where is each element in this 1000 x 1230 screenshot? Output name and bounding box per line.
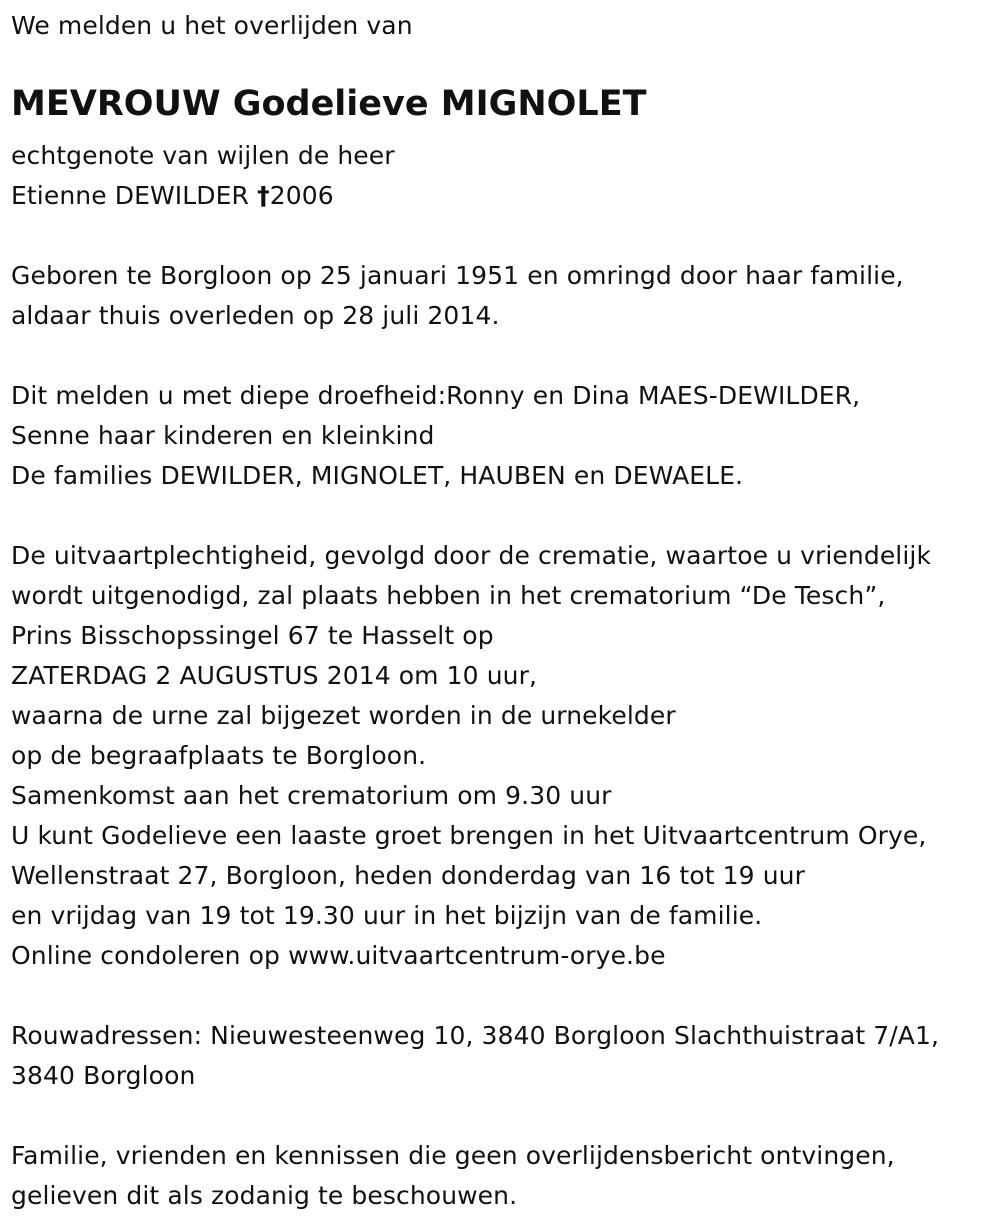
ceremony-line: en vrijdag van 19 tot 19.30 uur in het bijzijn van de familie.	[11, 901, 763, 930]
deceased-name: MEVROUW Godelieve MIGNOLET	[11, 84, 647, 124]
spouse-death-year: 2006	[269, 181, 334, 210]
spouse-line: echtgenote van wijlen de heer	[11, 141, 395, 170]
ceremony-line: De uitvaartplechtigheid, gevolgd door de crematie, waartoe u vriendelijk	[11, 541, 932, 570]
ceremony-line: wordt uitgenodigd, zal plaats hebben in het crematorium “De Tesch”,	[11, 581, 886, 610]
ceremony-date-line: ZATERDAG 2 AUGUSTUS 2014 om 10 uur,	[11, 661, 538, 690]
spouse-name-line	[11, 176, 994, 216]
intro-line: We melden u het overlijden van	[11, 11, 413, 40]
birth-line: Geboren te Borgloon op 25 januari 1951 en omringd door haar familie,	[11, 261, 904, 290]
spacer	[11, 976, 994, 1016]
spacer	[11, 1096, 994, 1136]
online-condolence-line: Online condoleren op www.uitvaartcentrum-orye.be	[11, 941, 666, 970]
spacer	[11, 496, 994, 536]
ceremony-line: waarna de urne zal bijgezet worden in de urnekelder	[11, 701, 676, 730]
ceremony-line: Prins Bisschopssingel 67 te Hasselt op	[11, 621, 494, 650]
address-line: Rouwadressen: Nieuwesteenweg 10, 3840 Borgloon Slachthuistraat 7/A1,	[11, 1021, 940, 1050]
spouse-name: Etienne DEWILDER	[11, 181, 258, 210]
family-line: Senne haar kinderen en kleinkind	[11, 421, 435, 450]
death-line: aldaar thuis overleden op 28 juli 2014.	[11, 301, 500, 330]
spacer	[11, 336, 994, 376]
ceremony-line: Samenkomst aan het crematorium om 9.30 uur	[11, 781, 612, 810]
spacer	[11, 216, 994, 256]
address-line: 3840 Borgloon	[11, 1061, 196, 1090]
obituary-notice	[11, 6, 994, 1216]
ceremony-line: Wellenstraat 27, Borgloon, heden donderdag van 16 tot 19 uur	[11, 861, 805, 890]
cross-icon: †	[257, 181, 270, 210]
ceremony-line: op de begraafplaats te Borgloon.	[11, 741, 427, 770]
closing-line: gelieven dit als zodanig te beschouwen.	[11, 1181, 518, 1210]
family-line: Dit melden u met diepe droefheid:Ronny en Dina MAES-DEWILDER,	[11, 381, 861, 410]
closing-line: Familie, vrienden en kennissen die geen overlijdensbericht ontvingen,	[11, 1141, 895, 1170]
ceremony-line: U kunt Godelieve een laaste groet brengen in het Uitvaartcentrum Orye,	[11, 821, 927, 850]
family-line: De families DEWILDER, MIGNOLET, HAUBEN en DEWAELE.	[11, 461, 744, 490]
